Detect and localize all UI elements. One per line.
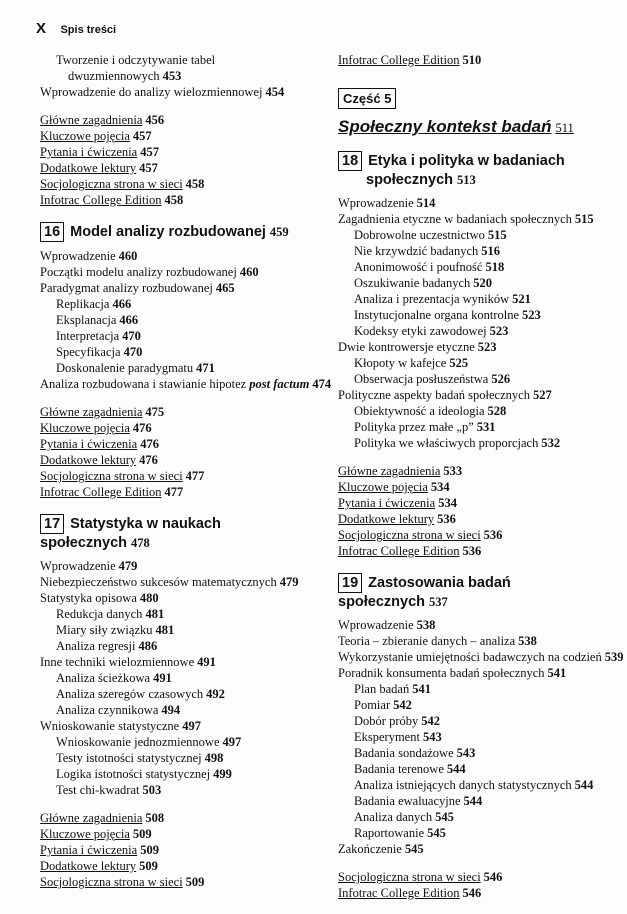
toc-link[interactable] <box>338 885 620 901</box>
entry-page: 476 <box>132 421 152 435</box>
entry-page: 545 <box>427 826 446 840</box>
entry-text: Wprowadzenie <box>40 559 116 573</box>
running-title: Spis treści <box>60 24 117 36</box>
entry-text: Polityka przez małe „p” <box>354 420 474 434</box>
toc-link[interactable] <box>40 436 312 452</box>
toc-entry[interactable] <box>338 211 620 227</box>
toc-link[interactable] <box>338 479 620 495</box>
entry-page: 515 <box>574 212 594 226</box>
toc-link[interactable] <box>40 484 312 500</box>
toc-link[interactable] <box>40 144 312 160</box>
toc-link[interactable] <box>40 112 312 128</box>
entry-page: 476 <box>140 437 159 451</box>
entry-text: Pytania i ćwiczenia <box>40 437 138 451</box>
entry-text: Socjologiczna strona w sieci <box>40 875 183 889</box>
toc-entry[interactable] <box>338 681 620 697</box>
entry-page: 479 <box>118 559 138 573</box>
entry-page: 520 <box>473 276 493 290</box>
entry-page: 542 <box>393 698 412 712</box>
entry-text: dwuzmiennowych <box>68 69 160 83</box>
toc-link[interactable] <box>338 511 620 527</box>
entry-page: 532 <box>541 436 561 450</box>
entry-text: Doskonalenie paradygmatu <box>56 361 194 375</box>
entry-page: 527 <box>532 388 552 402</box>
toc-entry[interactable] <box>338 745 620 761</box>
chapter-number-box: 17 <box>40 514 64 534</box>
entry-text: Miary siły związku <box>56 623 153 637</box>
chapter-17-entries <box>40 558 312 798</box>
entry-page: 516 <box>481 244 500 258</box>
entry-text: Kluczowe pojęcia <box>338 480 428 494</box>
toc-entry[interactable] <box>338 387 620 403</box>
entry-page: 544 <box>446 762 466 776</box>
toc-link[interactable] <box>40 842 312 858</box>
entry-page: 460 <box>239 265 259 279</box>
entry-text: Instytucjonalne organa kontrolne <box>354 308 520 322</box>
entry-text: Badania ewaluacyjne <box>354 794 461 808</box>
entry-text: Redukcja danych <box>56 607 143 621</box>
entry-page: 515 <box>487 228 507 242</box>
entry-page: 523 <box>522 308 541 322</box>
entry-text: Pytania i ćwiczenia <box>40 145 138 159</box>
entry-page: 534 <box>430 480 450 494</box>
toc-entry[interactable] <box>40 296 312 312</box>
entry-text: Raportowanie <box>354 826 425 840</box>
entry-page: 480 <box>139 591 159 605</box>
toc-entry[interactable] <box>40 734 312 750</box>
toc-entry[interactable] <box>40 782 312 798</box>
entry-text: Analiza czynnikowa <box>56 703 159 717</box>
entry-text: Eksplanacja <box>56 313 117 327</box>
entry-page: 542 <box>421 714 440 728</box>
part-5-heading[interactable] <box>338 88 620 137</box>
toc-entry[interactable] <box>338 841 620 857</box>
entry-text: Interpretacja <box>56 329 120 343</box>
toc-entry[interactable] <box>338 227 620 243</box>
entry-text: Główne zagadnienia <box>40 405 143 419</box>
entry-page: 458 <box>185 177 205 191</box>
chapter-17-heading[interactable] <box>40 514 312 552</box>
toc-entry[interactable] <box>40 280 312 296</box>
entry-text: Testy istotności statystycznej <box>56 751 202 765</box>
chapter-title: Zastosowania badań społecznych <box>338 575 511 610</box>
entry-text: Socjologiczna strona w sieci <box>40 177 183 191</box>
entry-text: Socjologiczna strona w sieci <box>40 469 183 483</box>
entry-text: Kluczowe pojęcia <box>40 827 130 841</box>
page-number: X <box>36 20 47 37</box>
chapter-18-entries <box>338 195 620 451</box>
entry-text: Analiza regresji <box>56 639 136 653</box>
toc-entry[interactable] <box>338 809 620 825</box>
toc-link[interactable] <box>40 192 312 208</box>
running-header <box>36 20 116 38</box>
chapter-19-entries <box>338 617 624 857</box>
toc-entry[interactable] <box>40 312 312 328</box>
part-page: 511 <box>555 121 574 135</box>
toc-entry[interactable] <box>338 195 620 211</box>
toc-link[interactable] <box>338 463 620 479</box>
entry-page: 523 <box>477 340 497 354</box>
entry-text: Dwie kontrowersje etyczne <box>338 340 475 354</box>
chapter-title-cont: społecznych <box>366 172 454 188</box>
toc-entry[interactable] <box>338 419 620 435</box>
toc-entry[interactable] <box>338 291 620 307</box>
entry-text: Analiza szeregów czasowych <box>56 687 204 701</box>
entry-text: Tworzenie i odczytywanie tabel <box>56 53 216 67</box>
entry-text: Obiektywność a ideologia <box>354 404 485 418</box>
toc-entry[interactable] <box>338 339 620 355</box>
toc-link[interactable] <box>338 495 620 511</box>
toc-entry[interactable] <box>338 793 620 809</box>
toc-entry[interactable] <box>338 275 620 291</box>
entry-text: Kluczowe pojęcia <box>40 129 130 143</box>
emphasis-text: post factum <box>249 377 310 391</box>
entry-page: 456 <box>145 113 165 127</box>
entry-text: Badania terenowe <box>354 762 444 776</box>
entry-page: 475 <box>145 405 165 419</box>
entry-page: 494 <box>161 703 181 717</box>
entry-page: 497 <box>182 719 201 733</box>
entry-page: 457 <box>140 145 159 159</box>
toc-entry[interactable] <box>40 558 312 574</box>
entry-text: Dobór próby <box>354 714 419 728</box>
entry-text: Wprowadzenie <box>338 618 414 632</box>
toc-link[interactable] <box>40 810 312 826</box>
entry-page: 492 <box>206 687 225 701</box>
toc-entry[interactable] <box>338 649 624 665</box>
entry-page: 539 <box>604 650 624 664</box>
entry-text: Inne techniki wielozmiennowe <box>40 655 195 669</box>
entry-page: 509 <box>132 827 152 841</box>
chapter-18-heading[interactable] <box>338 151 620 189</box>
toc-entry[interactable] <box>40 750 312 766</box>
entry-text: Analiza ścieżkowa <box>56 671 151 685</box>
part-label: Część 5 <box>338 88 396 109</box>
entry-page: 477 <box>164 485 184 499</box>
entry-page: 481 <box>155 623 175 637</box>
right-column <box>338 52 624 901</box>
entry-text: Plan badań <box>354 682 410 696</box>
entry-text: Analiza danych <box>354 810 433 824</box>
chapter-title: Etyka i polityka w badaniach <box>368 153 565 169</box>
toc-link[interactable] <box>338 527 620 543</box>
toc-entry[interactable] <box>40 686 312 702</box>
entry-text: Nie krzywdzić badanych <box>354 244 479 258</box>
entry-text: Zakończenie <box>338 842 402 856</box>
entry-page: 491 <box>197 655 216 669</box>
entry-text: Niebezpieczeństwo sukcesów matematycznych <box>40 575 277 589</box>
toc-link[interactable] <box>40 874 312 890</box>
entry-text: Dodatkowe lektury <box>40 161 137 175</box>
toc-link[interactable] <box>338 543 620 559</box>
toc-entry[interactable] <box>40 574 312 590</box>
entry-text: Obserwacja posłuszeństwa <box>354 372 489 386</box>
entry-page: 534 <box>438 496 457 510</box>
entry-text: Główne zagadnienia <box>338 464 441 478</box>
chapter-number-box: 19 <box>338 573 362 593</box>
entry-page: 536 <box>462 544 482 558</box>
entry-page: 526 <box>491 372 511 386</box>
entry-text: Główne zagadnienia <box>40 113 143 127</box>
entry-page: 498 <box>204 751 224 765</box>
entry-page: 536 <box>437 512 456 526</box>
entry-page: 545 <box>404 842 424 856</box>
entry-page: 476 <box>139 453 158 467</box>
entry-text: Główne zagadnienia <box>40 811 143 825</box>
entry-page: 543 <box>422 730 442 744</box>
entry-page: 514 <box>416 196 436 210</box>
toc-entry[interactable] <box>40 248 312 264</box>
entry-text: Początki modelu analizy rozbudowanej <box>40 265 237 279</box>
entry-page: 521 <box>512 292 531 306</box>
toc-entry[interactable] <box>40 264 312 280</box>
entry-text: Infotrac College Edition <box>40 485 162 499</box>
entry-page: 465 <box>215 281 235 295</box>
entry-text: Wnioskowanie statystyczne <box>40 719 180 733</box>
entry-page: 546 <box>462 886 482 900</box>
entry-page: 466 <box>112 297 132 311</box>
toc-entry[interactable] <box>338 617 620 633</box>
entry-page: 525 <box>449 356 469 370</box>
entry-text: Infotrac College Edition <box>338 886 460 900</box>
chapter-page: 537 <box>429 595 448 609</box>
toc-entry[interactable] <box>338 259 620 275</box>
entry-page: 509 <box>140 843 159 857</box>
chapter-16-entries <box>40 248 312 376</box>
toc-entry[interactable] <box>338 307 620 323</box>
entry-text: Eksperyment <box>354 730 420 744</box>
entry-page: 453 <box>162 69 182 83</box>
toc-entry[interactable] <box>338 713 620 729</box>
entry-page: 541 <box>547 666 567 680</box>
chapter-17-links <box>40 810 312 890</box>
entry-text: Dobrowolne uczestnictwo <box>354 228 485 242</box>
toc-entry[interactable] <box>338 697 620 713</box>
entry-text: Oszukiwanie badanych <box>354 276 471 290</box>
entry-text: Teoria – zbieranie danych – analiza <box>338 634 516 648</box>
chapter-title: Statystyka w naukach społecznych <box>40 516 221 551</box>
entry-page: 538 <box>518 634 537 648</box>
entry-page: 523 <box>489 324 509 338</box>
toc-entry[interactable] <box>40 606 312 622</box>
toc-entry[interactable] <box>40 766 312 782</box>
entry-text: Logika istotności statystycznej <box>56 767 211 781</box>
entry-text: Wprowadzenie <box>338 196 414 210</box>
chapter-16-heading[interactable] <box>40 222 312 242</box>
toc-link[interactable] <box>40 128 312 144</box>
chapter-number-box: 18 <box>338 151 362 171</box>
entry-text: Dodatkowe lektury <box>338 512 435 526</box>
chapter-19-links <box>338 869 620 901</box>
entry-text: Polityka we właściwych proporcjach <box>354 436 539 450</box>
toc-entry[interactable] <box>338 403 620 419</box>
part-title: Społeczny kontekst badań 511 <box>338 117 574 136</box>
entry-text: Wykorzystanie umiejętności badawczych na codzień <box>338 650 602 664</box>
entry-page: 470 <box>123 345 143 359</box>
entry-text: Anonimowość i poufność <box>354 260 483 274</box>
entry-page: 503 <box>142 783 162 797</box>
entry-page: 471 <box>196 361 215 375</box>
toc-entry[interactable] <box>338 761 620 777</box>
entry-page: 470 <box>122 329 141 343</box>
entry-text: Analiza istniejących danych statystycznych <box>354 778 572 792</box>
toc-entry[interactable] <box>40 52 312 68</box>
toc-section-top <box>40 52 312 100</box>
toc-link[interactable] <box>40 176 312 192</box>
toc-entry[interactable] <box>40 344 312 360</box>
toc-entry[interactable] <box>40 68 312 84</box>
entry-page: 460 <box>118 249 138 263</box>
entry-page: 518 <box>485 260 505 274</box>
toc-link[interactable] <box>40 468 312 484</box>
entry-text: Test chi-kwadrat <box>56 783 140 797</box>
entry-page: 544 <box>463 794 483 808</box>
toc-entry[interactable]: Analiza rozbudowana i stawianie hipotez post factum 474 <box>40 377 332 391</box>
entry-text: Wnioskowanie jednozmiennowe <box>56 735 220 749</box>
chapter-19-heading[interactable] <box>338 573 620 611</box>
toc-entry[interactable] <box>40 328 312 344</box>
chapter-number-box: 16 <box>40 222 64 242</box>
toc-link[interactable]: Infotrac College Edition 510 <box>338 53 482 67</box>
entry-text: Paradygmat analizy rozbudowanej <box>40 281 213 295</box>
entry-page: 499 <box>213 767 232 781</box>
toc-entry[interactable] <box>40 702 312 718</box>
entry-page: 536 <box>483 528 503 542</box>
entry-text: Analiza i prezentacja wyników <box>354 292 510 306</box>
toc-entry[interactable] <box>338 665 620 681</box>
toc-link[interactable] <box>40 858 312 874</box>
entry-page: 531 <box>476 420 496 434</box>
entry-text: Pomiar <box>354 698 391 712</box>
toc-entry[interactable] <box>40 654 312 670</box>
toc-links-top <box>40 112 312 208</box>
entry-text: Dodatkowe lektury <box>40 859 137 873</box>
entry-text: Wprowadzenie <box>40 249 116 263</box>
entry-page: 528 <box>487 404 507 418</box>
entry-page: 508 <box>145 811 165 825</box>
entry-page: 458 <box>164 193 184 207</box>
entry-text: Specyfikacja <box>56 345 121 359</box>
toc-link[interactable] <box>40 826 312 842</box>
entry-text: Socjologiczna strona w sieci <box>338 870 481 884</box>
entry-text: Zagadnienia etyczne w badaniach społecznych <box>338 212 572 226</box>
entry-page: 541 <box>412 682 431 696</box>
entry-text: Kodeksy etyki zawodowej <box>354 324 487 338</box>
entry-text: Kłopoty w kafejce <box>354 356 447 370</box>
chapter-page: 478 <box>131 536 150 550</box>
toc-entry[interactable] <box>40 718 312 734</box>
entry-text: Infotrac College Edition <box>40 193 162 207</box>
entry-text: Poradnik konsumenta badań społecznych <box>338 666 545 680</box>
chapter-page: 513 <box>457 173 476 187</box>
entry-page: 543 <box>456 746 476 760</box>
entry-page: 457 <box>132 129 152 143</box>
entry-page: 544 <box>574 778 594 792</box>
toc-entry[interactable] <box>338 355 620 371</box>
entry-page: 509 <box>139 859 158 873</box>
entry-text: Socjologiczna strona w sieci <box>338 528 481 542</box>
entry-page: 533 <box>443 464 463 478</box>
entry-page: 491 <box>153 671 172 685</box>
chapter-18-links <box>338 463 620 559</box>
entry-text: Replikacja <box>56 297 110 311</box>
toc-entry[interactable] <box>40 670 312 686</box>
entry-page: 546 <box>483 870 503 884</box>
entry-text: Polityczne aspekty badań społecznych <box>338 388 530 402</box>
chapter-16-links <box>40 404 312 500</box>
entry-page: 466 <box>119 313 139 327</box>
toc-entry[interactable] <box>338 371 620 387</box>
toc-link[interactable] <box>338 869 620 885</box>
toc-entry[interactable] <box>338 243 620 259</box>
entry-text: Kluczowe pojęcia <box>40 421 130 435</box>
entry-page: 538 <box>416 618 436 632</box>
entry-page: 457 <box>139 161 158 175</box>
entry-text: Pytania i ćwiczenia <box>338 496 436 510</box>
chapter-title: Model analizy rozbudowanej <box>70 224 266 240</box>
toc-entry[interactable] <box>40 638 312 654</box>
toc-link[interactable] <box>40 160 312 176</box>
entry-text: Wprowadzenie do analizy wielozmiennowej <box>40 85 263 99</box>
toc-link[interactable] <box>40 404 312 420</box>
toc-entry[interactable] <box>338 633 620 649</box>
entry-page: 481 <box>145 607 165 621</box>
entry-page: 497 <box>222 735 242 749</box>
entry-text: Dodatkowe lektury <box>40 453 137 467</box>
toc-entry[interactable] <box>338 729 620 745</box>
toc-entry[interactable] <box>338 323 620 339</box>
entry-page: 509 <box>185 875 205 889</box>
toc-entry[interactable] <box>40 360 312 376</box>
entry-text: Statystyka opisowa <box>40 591 137 605</box>
entry-text: Badania sondażowe <box>354 746 454 760</box>
toc-entry[interactable] <box>338 777 620 793</box>
chapter-page: 459 <box>269 225 289 239</box>
entry-page: 477 <box>185 469 205 483</box>
toc-entry[interactable] <box>40 590 312 606</box>
entry-page: 545 <box>435 810 454 824</box>
entry-page: 486 <box>138 639 158 653</box>
toc-link[interactable] <box>40 452 312 468</box>
toc-entry[interactable] <box>40 622 312 638</box>
toc-entry[interactable] <box>40 84 312 100</box>
left-column <box>40 52 332 890</box>
toc-entry[interactable] <box>338 825 620 841</box>
entry-page: 479 <box>279 575 299 589</box>
entry-text: Pytania i ćwiczenia <box>40 843 138 857</box>
toc-link[interactable] <box>40 420 312 436</box>
entry-text: Infotrac College Edition <box>338 544 460 558</box>
entry-page: 454 <box>265 85 285 99</box>
toc-entry[interactable] <box>338 435 620 451</box>
